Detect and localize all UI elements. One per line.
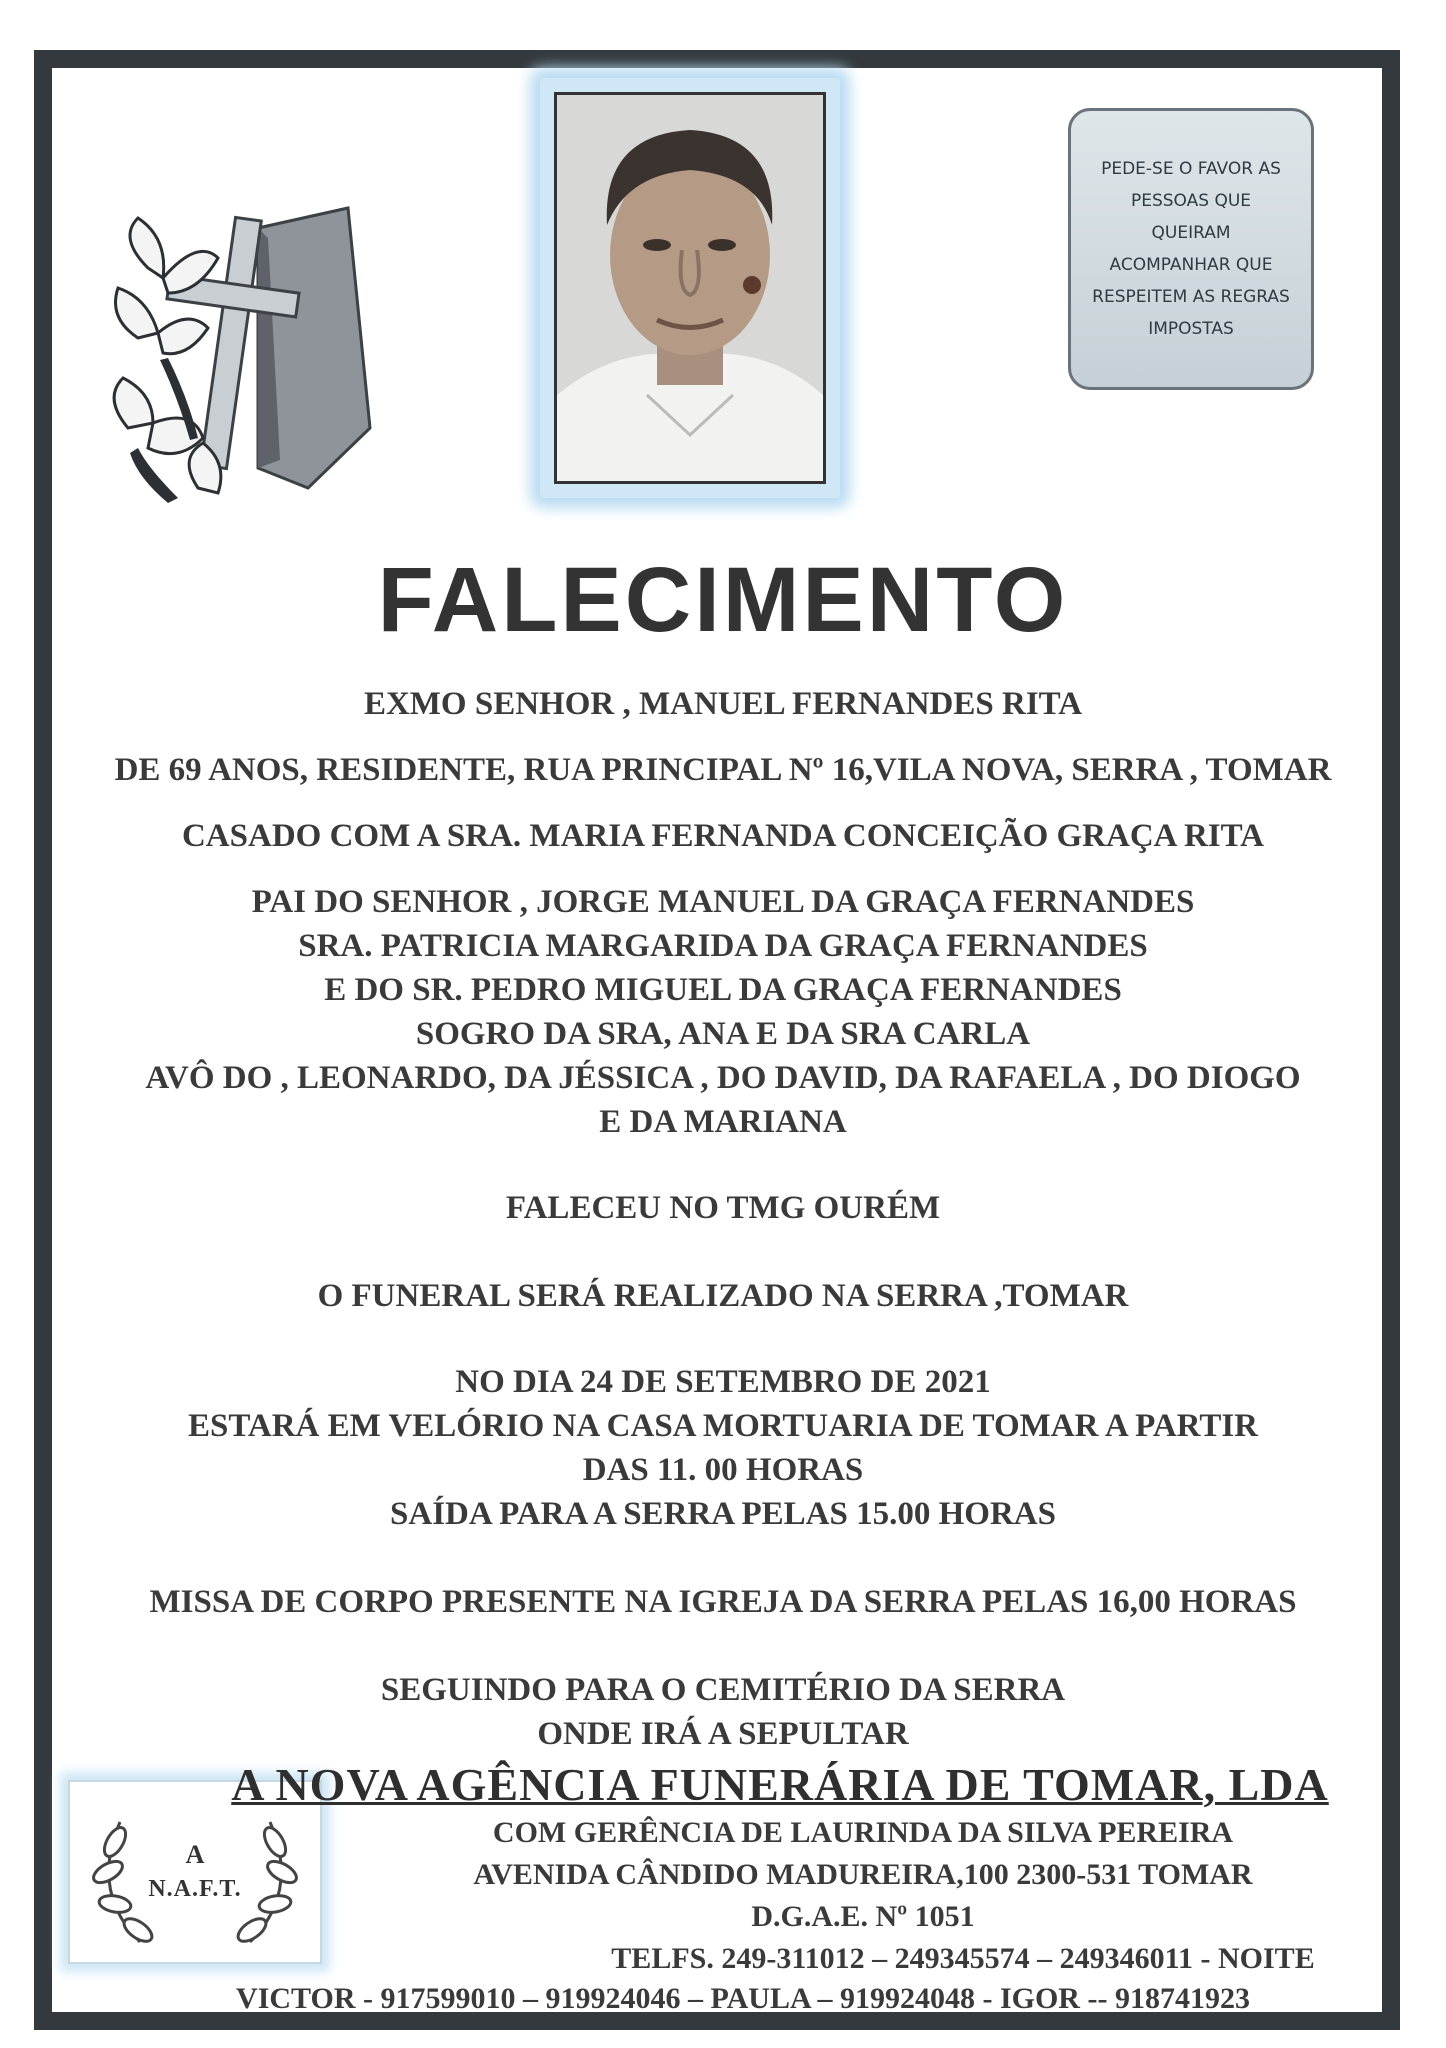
children-line-3: E DO SR. PEDRO MIGUEL DA GRAÇA FERNANDES <box>324 972 1122 1008</box>
in-laws-line: SOGRO DA SRA, ANA E DA SRA CARLA <box>415 1016 1031 1052</box>
spouse-line: CASADO COM A SRA. MARIA FERNANDA CONCEIÇÃO GRAÇA RITA <box>181 818 1265 854</box>
funeral-date-line: NO DIA 24 DE SETEMBRO DE 2021 <box>455 1364 991 1400</box>
portrait-photo <box>554 92 826 484</box>
notice-text: PEDE-SE O FAVOR AS PESSOAS QUE QUEIRAM ACOMPANHAR QUE RESPEITEM AS REGRAS IMPOSTAS <box>1092 159 1290 339</box>
wake-time-line: DAS 11. 00 HORAS <box>582 1452 864 1488</box>
page-title: FALECIMENTO <box>377 549 1069 651</box>
grandchildren-line-2: E DA MARIANA <box>599 1104 847 1140</box>
children-line-1: PAI DO SENHOR , JORGE MANUEL DA GRAÇA FERNANDES <box>251 884 1195 920</box>
covid-rules-notice <box>1068 108 1314 390</box>
agency-night-contacts: VICTOR - 917599010 – 919924046 – PAULA – 919924048 - IGOR -- 918741923 <box>236 1982 1250 2015</box>
logo-letter: A <box>185 1840 205 1869</box>
departure-line: SAÍDA PARA A SERRA PELAS 15.00 HORAS <box>390 1496 1056 1532</box>
agency-dgae: D.G.A.E. Nº 1051 <box>751 1900 975 1933</box>
agency-address: AVENIDA CÂNDIDO MADUREIRA,100 2300-531 TOMAR <box>473 1858 1253 1891</box>
agency-phones: TELFS. 249-311012 – 249345574 – 249346011 - NOITE <box>611 1942 1315 1975</box>
grandchildren-line-1: AVÔ DO , LEONARDO, DA JÉSSICA , DO DAVID, DA RAFAELA , DO DIOGO <box>145 1060 1301 1096</box>
agency-management: COM GERÊNCIA DE LAURINDA DA SILVA PEREIRA <box>492 1816 1234 1849</box>
portrait-frame <box>540 78 840 498</box>
cross-lilies-icon <box>108 198 380 510</box>
cemetery-line: SEGUINDO PARA O CEMITÉRIO DA SERRA <box>380 1672 1066 1708</box>
death-place-line: FALECEU NO TMG OURÉM <box>505 1190 941 1226</box>
funeral-location-line: O FUNERAL SERÁ REALIZADO NA SERRA ,TOMAR <box>317 1278 1129 1314</box>
agency-name: A NOVA AGÊNCIA FUNERÁRIA DE TOMAR, LDA <box>231 1759 1329 1810</box>
residence-line: DE 69 ANOS, RESIDENTE, RUA PRINCIPAL Nº 16,VILA NOVA, SERRA , TOMAR <box>114 752 1332 788</box>
children-line-2: SRA. PATRICIA MARGARIDA DA GRAÇA FERNANDES <box>298 928 1148 964</box>
wake-line: ESTARÁ EM VELÓRIO NA CASA MORTUARIA DE TOMAR A PARTIR <box>187 1408 1259 1444</box>
mass-line: MISSA DE CORPO PRESENTE NA IGREJA DA SERRA PELAS 16,00 HORAS <box>149 1584 1297 1620</box>
logo-abbreviation: N.A.F.T. <box>148 1876 242 1902</box>
burial-line: ONDE IRÁ A SEPULTAR <box>537 1716 909 1752</box>
deceased-name-line: EXMO SENHOR , MANUEL FERNANDES RITA <box>363 686 1083 722</box>
